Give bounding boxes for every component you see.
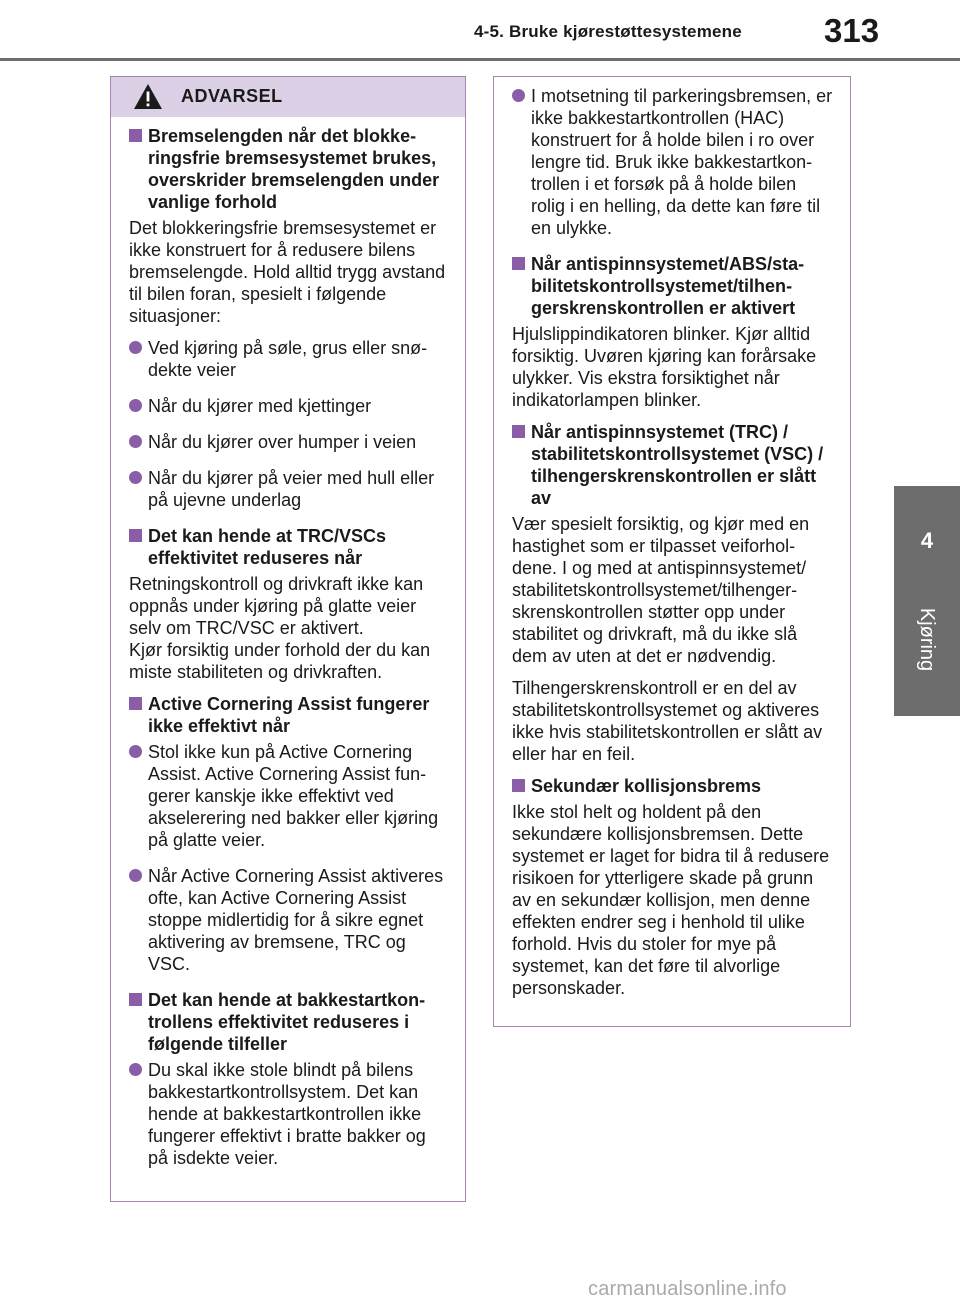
watermark: carmanualsonline.info (588, 1278, 787, 1300)
list-item (512, 85, 834, 239)
paragraph: Tilhengerskrenskontroll er en del av stabilitetskontrollsystemet og aktiveres ikke hvis stabilitetskontrollen er slått av eller har en feil. (512, 678, 823, 764)
square-bullet-icon (129, 697, 142, 710)
heading-text: Sekundær kollisjonsbrems (531, 776, 762, 796)
round-bullet-icon (129, 435, 142, 448)
round-bullet-icon (129, 1063, 142, 1076)
chapter-label: Kjøring (916, 607, 939, 671)
page-number: 313 (824, 12, 880, 49)
warning-box-right (493, 76, 851, 1027)
section-heading (129, 989, 449, 1055)
list-item-text: Når du kjører på veier med hull eller på ujevne underlag (148, 468, 435, 510)
paragraph: Ikke stol helt og holdent på den sekundære kollisjonsbremsen. Dette systemet er laget for bidra til å redusere risikoen for ytterligere skade på grunn av en sekundær kollisjon, men denne effekten endrer seg i henhold til ulike forhold. Hvis du stoler for mye på systemet, kan det føre til alvorlige personskader. (512, 802, 830, 998)
list-item-text: I motsetning til parkeringsbremsen, er ikke bakkestartkontrollen (HAC) konstruert for å holde bilen i ro over lengre tid. Bruk ikke bakkestartkontrollen i et forsøk på å holde bilen rolig i en helling, da dette kan føre til en ulykke. (531, 86, 833, 238)
list-item-text: Når Active Cornering Assist aktiveres ofte, kan Active Cornering Assist stoppe midlertidig for å sikre egnet aktivering av bremsene, TRC og VSC. (148, 866, 444, 974)
list-item (129, 337, 449, 381)
list-item (129, 431, 449, 453)
list-item (129, 865, 449, 975)
list-item-text: Når du kjører over humper i veien (148, 432, 417, 452)
square-bullet-icon (512, 257, 525, 270)
square-bullet-icon (512, 779, 525, 792)
heading-text: Active Cornering Assist fungerer ikke effektivt når (148, 694, 430, 736)
list-item (129, 1059, 449, 1169)
square-bullet-icon (129, 529, 142, 542)
list-item (129, 467, 449, 511)
chapter-tab (894, 486, 960, 716)
warning-box-left (110, 76, 466, 1202)
warning-content-right (512, 85, 834, 999)
warning-content-left (129, 125, 449, 1169)
section-heading (512, 253, 834, 319)
list-item-text: Du skal ikke stole blindt på bilens bakkestartkontrollsystem. Det kan hende at bakkestartkontrollen ikke fungerer effektivt i bratte bakker og på isdekte veier. (148, 1060, 426, 1168)
section-heading (129, 693, 449, 737)
square-bullet-icon (129, 993, 142, 1006)
heading-text: Bremselengden når det blokkeringsfrie bremsesystemet brukes, overskrider bremselengden under vanlige forhold (148, 126, 440, 212)
round-bullet-icon (129, 745, 142, 758)
heading-text: Det kan hende at TRC/VSCs effektivitet reduseres når (148, 526, 387, 568)
round-bullet-icon (129, 399, 142, 412)
list-item-text: Ved kjøring på søle, grus eller snødekte veier (148, 338, 428, 380)
heading-text: Når antispinnsystemet (TRC) / stabilitetskontrollsystemet (VSC) / tilhengerskrenskontrollen er slått av (531, 422, 824, 508)
warning-header (111, 77, 465, 117)
round-bullet-icon (129, 341, 142, 354)
square-bullet-icon (512, 425, 525, 438)
list-item-text: Når du kjører med kjettinger (148, 396, 372, 416)
paragraph: Vær spesielt forsiktig, og kjør med en hastighet som er tilpasset veiforholdene. I og med at antispinnsystemet/ stabilitetskontrollsystemet/tilhengerskrenskontrollen støtter opp under stabilitet og drivkraft, må du ikke slå dem av uten at det er nødvendig. (512, 514, 810, 666)
square-bullet-icon (129, 129, 142, 142)
heading-text: Når antispinnsystemet/ABS/stabilitetskontrollsystemet/tilhengerskrenskontrollen er aktivert (531, 254, 805, 318)
header-divider (0, 58, 960, 61)
paragraph: Retningskontroll og drivkraft ikke kan oppnås under kjøring på glatte veier selv om TRC/VSC er aktivert. (129, 574, 424, 638)
round-bullet-icon (129, 471, 142, 484)
chapter-label-wrap (910, 584, 944, 694)
round-bullet-icon (512, 89, 525, 102)
section-title: 4-5. Bruke kjørestøttesystemene (474, 22, 742, 41)
round-bullet-icon (129, 869, 142, 882)
list-item (129, 741, 449, 851)
warning-triangle-icon (133, 83, 163, 110)
section-heading (512, 421, 834, 509)
list-item (129, 395, 449, 417)
paragraph: Hjulslippindikatoren blinker. Kjør alltid forsiktig. Uvøren kjøring kan forårsake ulykker. Vis ekstra forsiktighet når indikatorlampen blinker. (512, 324, 817, 410)
section-heading (129, 125, 449, 213)
section-heading (512, 775, 834, 797)
section-heading (129, 525, 449, 569)
list-item-text: Stol ikke kun på Active Cornering Assist. Active Cornering Assist fungerer kanskje ikke effektivt ved akselerering ned bakker eller kjøring på glatte veier. (148, 742, 439, 850)
chapter-number: 4 (920, 528, 934, 553)
heading-text: Det kan hende at bakkestartkontrollens effektivitet reduseres i følgende tilfeller (148, 990, 426, 1054)
paragraph: Det blokkeringsfrie bremsesystemet er ikke konstruert for å redusere bilens bremselengde. Hold alltid trygg avstand til bilen foran, spesielt i følgende situasjoner: (129, 218, 446, 326)
paragraph: Kjør forsiktig under forhold der du kan miste stabiliteten og drivkraften. (129, 640, 431, 682)
warning-title: ADVARSEL (181, 86, 283, 106)
